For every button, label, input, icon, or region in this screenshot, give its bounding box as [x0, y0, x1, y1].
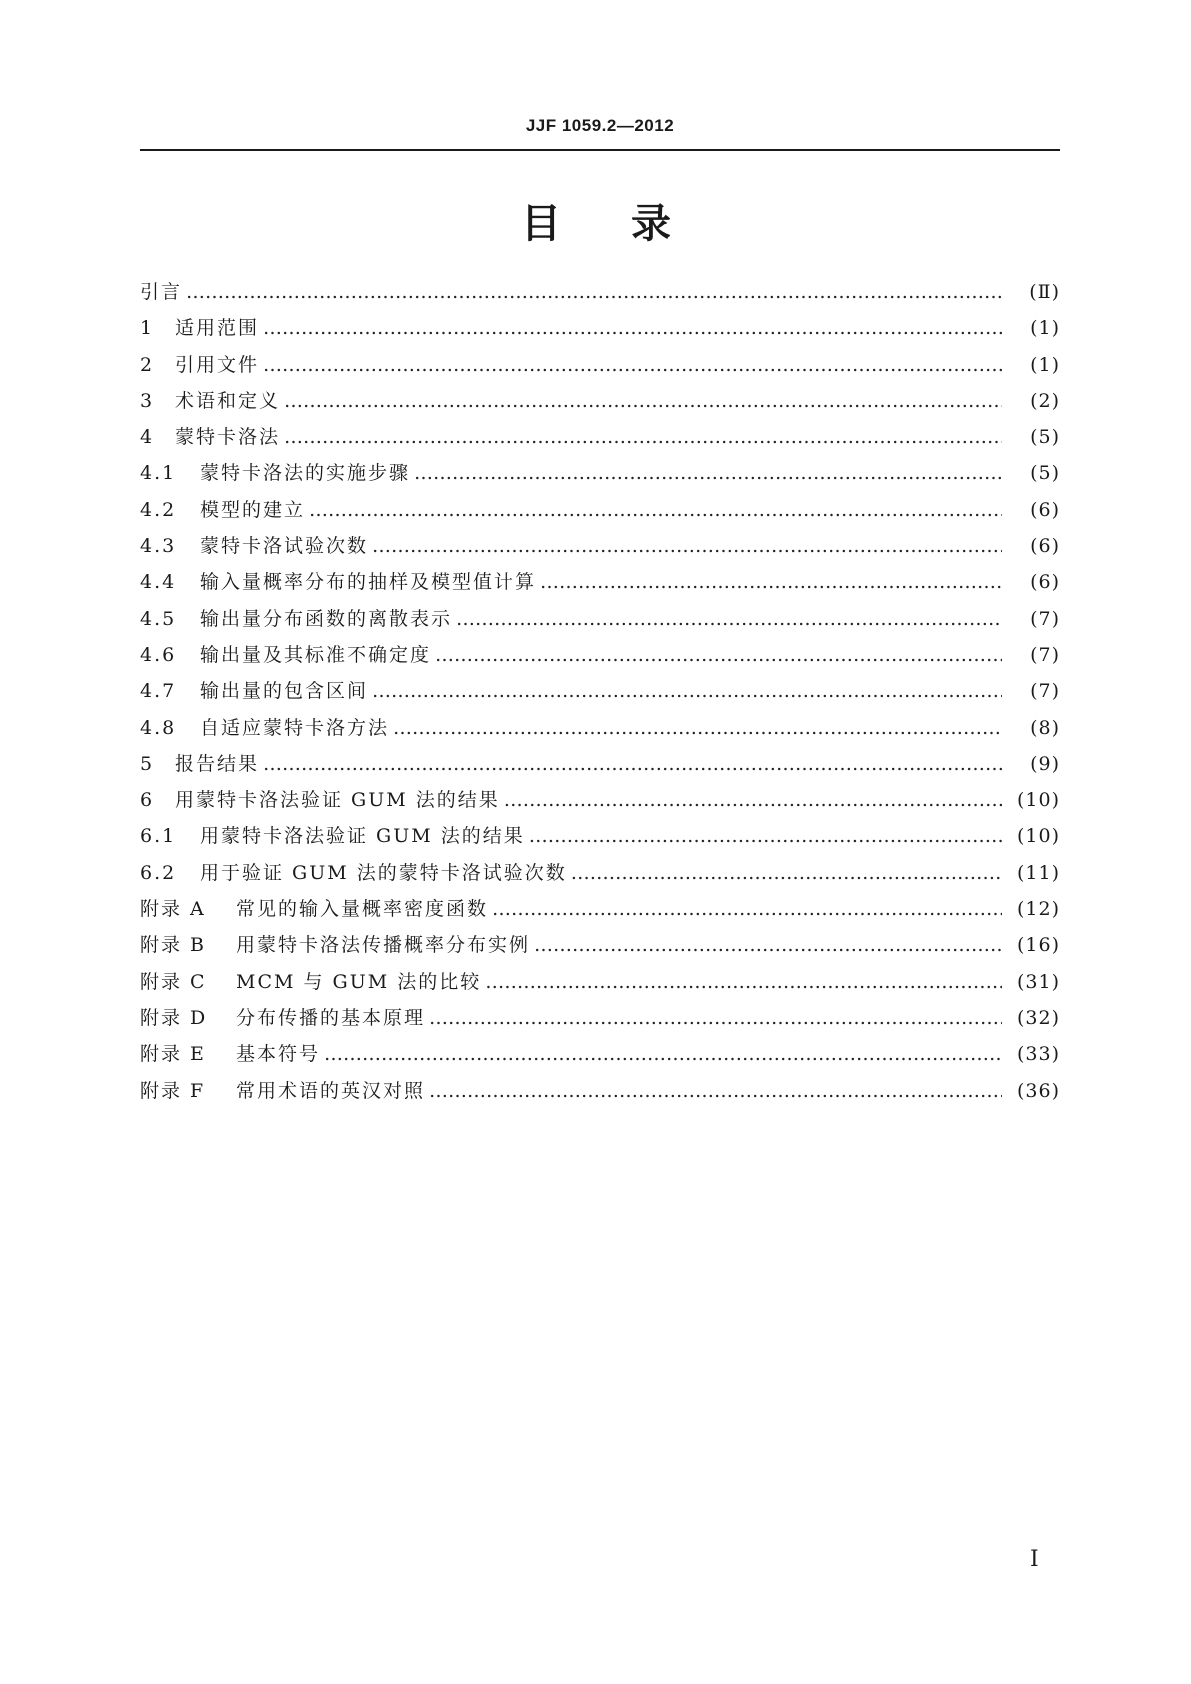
toc-entry-label: 蒙特卡洛法的实施步骤 [200, 462, 411, 485]
page-title [140, 192, 1060, 249]
toc-entry[interactable] [140, 313, 1060, 349]
toc-entry[interactable] [140, 495, 1060, 531]
toc-entry-number: 4.7 [140, 680, 177, 703]
toc-entry-number: 5 [140, 752, 155, 775]
toc-entry[interactable] [140, 967, 1060, 1003]
toc-leader-dots [504, 789, 1002, 811]
toc-entry[interactable] [140, 894, 1060, 930]
toc-entry-label: 自适应蒙特卡洛方法 [200, 716, 390, 739]
toc-entry-number: 4 [140, 426, 155, 449]
page-number: I [1030, 1547, 1039, 1572]
toc-entry-label: 输出量分布函数的离散表示 [200, 607, 453, 630]
toc-entry-page: (10) [1016, 825, 1060, 848]
toc-leader-dots [492, 898, 1002, 920]
toc-entry-number: 4.5 [140, 607, 177, 630]
toc-entry[interactable] [140, 458, 1060, 494]
toc-leader-dots [393, 717, 1002, 739]
toc-entry[interactable] [140, 749, 1060, 785]
toc-leader-dots [414, 462, 1002, 484]
toc-entry[interactable] [140, 350, 1060, 386]
toc-entry-number: 4.6 [140, 643, 177, 666]
toc-entry-number: 6.1 [140, 825, 177, 848]
toc-entry-number: 附录 C [140, 970, 207, 993]
toc-entry-number: 2 [140, 353, 155, 376]
toc-entry[interactable] [140, 785, 1060, 821]
toc-entry[interactable] [140, 713, 1060, 749]
toc-leader-dots [324, 1043, 1002, 1065]
toc-entry-label: 用蒙特卡洛法验证 GUM 法的结果 [200, 825, 525, 848]
toc-entry[interactable] [140, 1003, 1060, 1039]
toc-entry-label: 输入量概率分布的抽样及模型值计算 [200, 571, 537, 594]
toc-leader-dots [284, 426, 1002, 448]
toc-leader-dots [284, 390, 1002, 412]
toc-entry-page: (2) [1030, 389, 1060, 412]
toc-entry-label: 用蒙特卡洛法传播概率分布实例 [236, 934, 531, 957]
toc-leader-dots [571, 862, 1002, 884]
toc-entry-page: (6) [1030, 498, 1060, 521]
toc-entry-page: (32) [1016, 1006, 1060, 1029]
toc-leader-dots [186, 281, 1002, 303]
toc-entry-label: 输出量及其标准不确定度 [200, 643, 432, 666]
toc-entry-label: 输出量的包含区间 [200, 680, 369, 703]
toc-entry-number: 附录 D [140, 1006, 208, 1029]
toc-entry-page: (6) [1030, 535, 1060, 558]
toc-leader-dots [372, 680, 1002, 702]
table-of-contents [140, 277, 1060, 1112]
header-rule [140, 149, 1060, 151]
toc-entry-number: 附录 E [140, 1043, 206, 1066]
toc-entry-number: 4.2 [140, 498, 177, 521]
toc-entry-label: 基本符号 [236, 1043, 321, 1066]
toc-entry-page: (7) [1030, 607, 1060, 630]
toc-leader-dots [263, 753, 1002, 775]
toc-entry-page: (1) [1030, 317, 1060, 340]
toc-entry-number: 附录 A [140, 898, 206, 921]
toc-entry-page: (36) [1016, 1079, 1060, 1102]
toc-entry-page: (7) [1030, 643, 1060, 666]
toc-entry-label: 蒙特卡洛试验次数 [200, 535, 369, 558]
toc-entry-label: MCM 与 GUM 法的比较 [236, 970, 482, 993]
toc-leader-dots [534, 934, 1002, 956]
toc-entry-number: 4.1 [140, 462, 177, 485]
toc-entry-label: 用于验证 GUM 法的蒙特卡洛试验次数 [200, 861, 567, 884]
toc-entry-page: (11) [1016, 861, 1060, 884]
toc-leader-dots [485, 971, 1002, 993]
title-char-left: 目 [521, 201, 569, 247]
toc-entry-label: 常用术语的英汉对照 [236, 1079, 426, 1102]
toc-entry-page: (12) [1016, 898, 1060, 921]
toc-entry-number: 1 [140, 317, 155, 340]
toc-entry-label: 适用范围 [175, 317, 260, 340]
toc-entry-label: 用蒙特卡洛法验证 GUM 法的结果 [175, 789, 500, 812]
toc-entry[interactable] [140, 604, 1060, 640]
toc-entry[interactable] [140, 277, 1060, 313]
toc-entry-label: 分布传播的基本原理 [236, 1006, 426, 1029]
toc-entry[interactable] [140, 1039, 1060, 1075]
toc-entry[interactable] [140, 640, 1060, 676]
toc-entry[interactable] [140, 821, 1060, 857]
toc-entry-page: (16) [1016, 934, 1060, 957]
toc-entry-page: (Ⅱ) [1029, 281, 1060, 303]
toc-entry-label: 术语和定义 [175, 389, 281, 412]
toc-entry-page: (9) [1030, 752, 1060, 775]
toc-entry-number: 6.2 [140, 861, 177, 884]
toc-leader-dots [429, 1007, 1002, 1029]
toc-entry[interactable] [140, 531, 1060, 567]
toc-entry-page: (6) [1030, 571, 1060, 594]
toc-leader-dots [372, 535, 1002, 557]
toc-entry-label: 模型的建立 [200, 498, 306, 521]
toc-entry-number: 6 [140, 789, 155, 812]
toc-entry-label: 引用文件 [175, 353, 260, 376]
toc-leader-dots [309, 499, 1002, 521]
toc-entry-number: 4.4 [140, 571, 177, 594]
toc-entry-page: (7) [1030, 680, 1060, 703]
toc-entry-label: 蒙特卡洛法 [175, 426, 281, 449]
document-code-header: JJF 1059.2—2012 [525, 116, 675, 135]
toc-entry-page: (8) [1030, 716, 1060, 739]
toc-entry-label: 报告结果 [175, 752, 260, 775]
toc-entry-page: (5) [1030, 426, 1060, 449]
toc-entry-number: 4.3 [140, 535, 177, 558]
toc-entry-number: 4.8 [140, 716, 177, 739]
toc-entry-label: 常见的输入量概率密度函数 [236, 898, 489, 921]
toc-entry-page: (1) [1030, 353, 1060, 376]
toc-leader-dots [456, 608, 1002, 630]
toc-leader-dots [529, 825, 1002, 847]
toc-entry-page: (5) [1030, 462, 1060, 485]
toc-leader-dots [540, 571, 1002, 593]
toc-entry[interactable] [140, 858, 1060, 894]
toc-leader-dots [429, 1080, 1002, 1102]
toc-entry-label: 引言 [140, 281, 183, 303]
toc-leader-dots [263, 317, 1002, 339]
toc-entry-page: (10) [1016, 789, 1060, 812]
toc-entry[interactable] [140, 676, 1060, 712]
toc-entry-number: 附录 F [140, 1079, 206, 1102]
toc-entry[interactable] [140, 567, 1060, 603]
toc-entry-page: (31) [1016, 970, 1060, 993]
title-char-right: 录 [631, 201, 679, 247]
toc-entry[interactable] [140, 386, 1060, 422]
toc-entry-number: 附录 B [140, 934, 207, 957]
toc-entry[interactable] [140, 930, 1060, 966]
toc-entry-page: (33) [1016, 1043, 1060, 1066]
toc-leader-dots [263, 354, 1002, 376]
toc-leader-dots [435, 644, 1002, 666]
toc-entry[interactable] [140, 422, 1060, 458]
toc-entry-number: 3 [140, 389, 155, 412]
toc-entry[interactable] [140, 1076, 1060, 1112]
